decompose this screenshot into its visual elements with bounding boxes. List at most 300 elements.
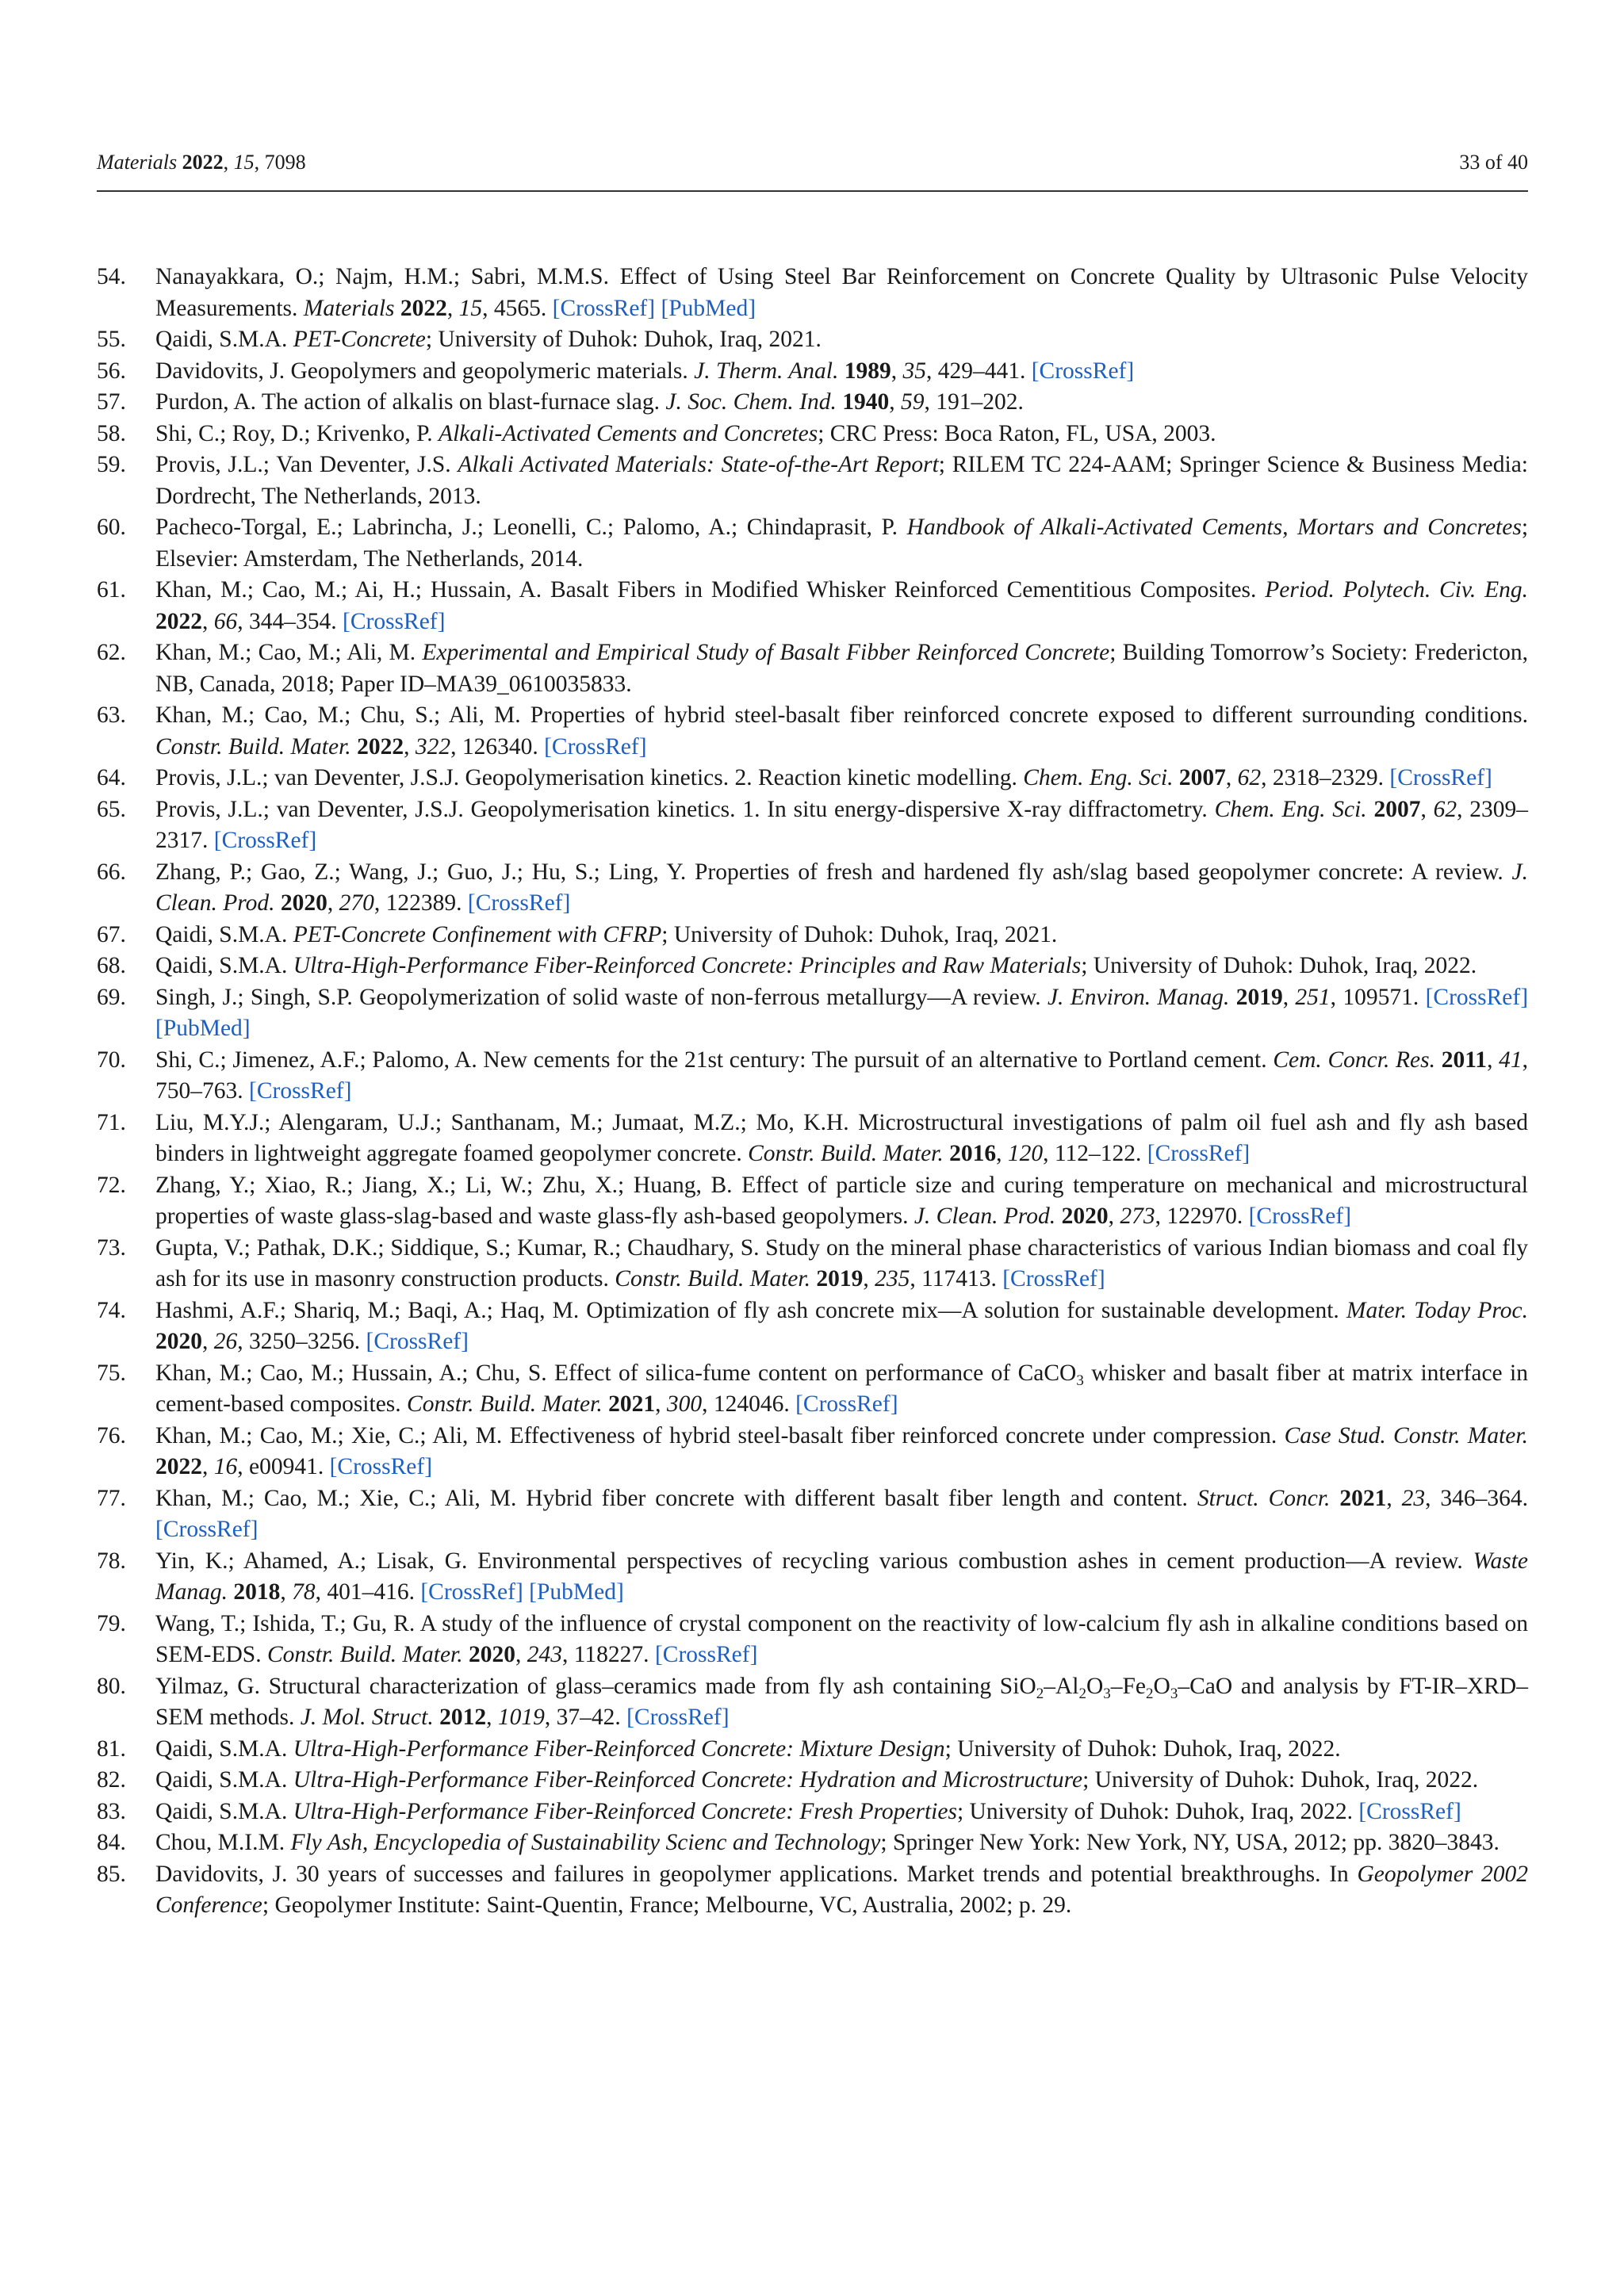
reference-text — [155, 1765, 1528, 1797]
bold-year: 1989 — [844, 358, 891, 384]
text-segment: ; University of Duhok: Duhok, Iraq, 2022. — [1082, 1767, 1479, 1793]
reference-number: 60. — [97, 515, 126, 540]
reference-text — [155, 982, 1528, 1045]
text-segment — [351, 734, 357, 760]
reference-text — [155, 1671, 1528, 1734]
text-segment — [1055, 1203, 1061, 1229]
italic-text: 235 — [875, 1266, 910, 1292]
text-segment: , 346–364. — [1425, 1485, 1529, 1511]
text-segment: , 118227. — [562, 1642, 655, 1667]
text-segment: , 750–763. — [155, 1047, 1529, 1104]
italic-text: Period. Polytech. Civ. Eng. — [1265, 577, 1528, 603]
reference-item — [97, 1671, 1528, 1734]
reference-text — [155, 1170, 1528, 1233]
bold-year: 2011 — [1441, 1047, 1488, 1073]
bold-year: 2022 — [357, 733, 404, 760]
text-segment — [275, 890, 281, 916]
crossref-link[interactable]: [CrossRef] — [249, 1078, 352, 1104]
text-segment: ; Building Tomorrow’s Society: Fredericton, NB, Canada, 2018; Paper ID–MA39_0610035833. — [155, 640, 1528, 697]
crossref-link[interactable]: [CrossRef] — [544, 733, 647, 760]
reference-item — [97, 512, 1528, 575]
reference-item — [97, 262, 1528, 324]
crossref-link[interactable]: [CrossRef] — [155, 1517, 259, 1542]
reference-text — [155, 637, 1528, 700]
bold-year: 2022 — [155, 1454, 202, 1479]
text-segment: ; CRC Press: Boca Raton, FL, USA, 2003. — [818, 420, 1216, 446]
text-segment: , 122389. — [373, 890, 468, 916]
reference-list — [97, 262, 1528, 1922]
text-segment: , — [202, 608, 214, 634]
bold-year: 2018 — [233, 1579, 281, 1605]
reference-number: 61. — [97, 577, 126, 603]
text-segment: Khan, M.; Cao, M.; Chu, S.; Ali, M. Properties of hybrid steel-basalt fiber reinforced concrete exposed to different surrounding conditions. — [155, 702, 1528, 728]
bold-year: 2021 — [608, 1391, 656, 1417]
reference-item — [97, 1358, 1528, 1421]
italic-text: Ultra-High-Performance Fiber-Reinforced Concrete: Fresh Properties — [293, 1798, 957, 1824]
italic-text: Ultra-High-Performance Fiber-Reinforced Concrete: Mixture Design — [293, 1735, 945, 1762]
italic-text: 270 — [339, 890, 374, 916]
reference-number: 55. — [97, 327, 126, 352]
text-segment: Singh, J.; Singh, S.P. Geopolymerization of solid waste of non-ferrous metallurgy—A review. — [155, 984, 1048, 1010]
reference-text — [155, 1421, 1528, 1483]
reference-item — [97, 1609, 1528, 1671]
reference-number: 58. — [97, 420, 126, 446]
text-segment: , 124046. — [702, 1391, 796, 1417]
italic-text: 120 — [1007, 1141, 1044, 1166]
text-segment: ; University of Duhok: Duhok, Iraq, 2021. — [661, 921, 1058, 947]
reference-text — [155, 387, 1528, 419]
bold-year: 2007 — [1178, 765, 1226, 790]
bold-year: 2019 — [1235, 984, 1283, 1010]
reference-text — [155, 1827, 1528, 1859]
text-segment: Chou, M.I.M. — [155, 1830, 291, 1855]
reference-number: 66. — [97, 859, 126, 885]
bold-year: 2022 — [155, 608, 202, 634]
subscript: 3 — [1076, 1372, 1084, 1389]
text-segment — [463, 1642, 469, 1667]
reference-text — [155, 1233, 1528, 1295]
italic-text: 16 — [213, 1454, 238, 1479]
text-segment — [838, 358, 844, 384]
text-segment: Zhang, Y.; Xiao, R.; Jiang, X.; Li, W.; Zhu, X.; Huang, B. Effect of particle size and curing temperature on mechanical and microstructural properties of waste glass-slag-based and waste glass-fly ash-based geopolymers. — [155, 1172, 1528, 1229]
reference-text — [155, 1797, 1528, 1828]
text-segment: , — [1487, 1047, 1500, 1073]
crossref-link[interactable]: [CrossRef] — [467, 890, 571, 916]
text-segment: ; RILEM TC 224-AAM; Springer Science & Business Media: Dordrecht, The Netherlands, 2013. — [155, 452, 1528, 509]
crossref-link[interactable]: [CrossRef] — [213, 828, 317, 853]
text-segment: , 401–416. — [315, 1579, 421, 1605]
reference-text — [155, 1295, 1528, 1358]
text-segment — [1229, 985, 1235, 1010]
italic-text: 251 — [1295, 984, 1331, 1010]
italic-text: 41 — [1499, 1047, 1522, 1073]
reference-text — [155, 920, 1528, 951]
text-segment: , 191–202. — [924, 389, 1024, 415]
text-segment: Pacheco-Torgal, E.; Labrincha, J.; Leonelli, C.; Palomo, A.; Chindaprasit, P. — [155, 515, 907, 540]
reference-item — [97, 637, 1528, 700]
text-segment: , 122970. — [1155, 1203, 1249, 1229]
reference-text — [155, 512, 1528, 575]
reference-text — [155, 575, 1528, 637]
reference-item — [97, 450, 1528, 512]
text-segment: Qaidi, S.M.A. — [155, 921, 293, 947]
crossref-link[interactable]: [CrossRef] — [420, 1579, 523, 1605]
italic-text: Geopolymer 2002 Conference — [155, 1861, 1528, 1918]
reference-text — [155, 1358, 1528, 1421]
text-segment: , — [1420, 796, 1434, 822]
reference-number: 78. — [97, 1548, 126, 1574]
reference-item — [97, 387, 1528, 419]
reference-number: 81. — [97, 1735, 126, 1762]
text-segment: , — [889, 389, 901, 415]
journal-year: 2022 — [182, 151, 224, 174]
italic-text: 78 — [292, 1579, 316, 1605]
crossref-link[interactable]: [CrossRef] — [1002, 1266, 1105, 1292]
journal-name: Materials — [97, 151, 178, 174]
bold-year: 2020 — [155, 1329, 202, 1354]
text-segment — [1435, 1047, 1442, 1073]
text-segment: , — [202, 1454, 214, 1479]
italic-text: Constr. Build. Mater. — [155, 733, 351, 760]
pubmed-link[interactable]: [PubMed] — [155, 1016, 251, 1041]
reference-number: 59. — [97, 452, 126, 477]
italic-text: Handbook of Alkali-Activated Cements, Mortars and Concretes — [906, 515, 1522, 540]
text-segment: ; Elsevier: Amsterdam, The Netherlands, 2014. — [155, 515, 1529, 572]
text-segment — [434, 1705, 439, 1730]
bold-year: 2019 — [816, 1266, 864, 1292]
italic-text: Mater. Today Proc. — [1346, 1297, 1528, 1323]
text-segment: Shi, C.; Roy, D.; Krivenko, P. — [155, 420, 439, 446]
reference-text — [155, 794, 1528, 857]
reference-item — [97, 794, 1528, 857]
text-segment: , — [655, 1391, 667, 1417]
text-segment: Qaidi, S.M.A. — [155, 1735, 293, 1762]
reference-item — [97, 1170, 1528, 1233]
text-segment: , 117413. — [910, 1266, 1003, 1292]
text-segment — [395, 296, 400, 321]
italic-text: Struct. Concr. — [1197, 1485, 1331, 1511]
subscript: 2 — [1146, 1685, 1154, 1702]
reference-text — [155, 324, 1528, 356]
reference-text — [155, 1546, 1528, 1609]
reference-item — [97, 700, 1528, 763]
text-segment: , — [486, 1705, 498, 1730]
italic-text: 26 — [213, 1329, 238, 1354]
italic-text: 300 — [666, 1391, 703, 1417]
reference-number: 67. — [97, 921, 126, 947]
pubmed-link[interactable]: [PubMed] — [529, 1579, 624, 1605]
reference-item — [97, 1734, 1528, 1766]
italic-text: Constr. Build. Mater. — [748, 1141, 944, 1166]
reference-item — [97, 857, 1528, 920]
bold-year: 2016 — [949, 1141, 997, 1166]
reference-number: 80. — [97, 1673, 126, 1699]
reference-item — [97, 1421, 1528, 1483]
text-segment: Khan, M.; Cao, M.; Ai, H.; Hussain, A. Basalt Fibers in Modified Whisker Reinforced Cementitious Composites. — [155, 577, 1266, 603]
text-segment: , — [863, 1266, 875, 1292]
text-segment: , — [1108, 1203, 1120, 1229]
reference-number: 75. — [97, 1360, 126, 1386]
reference-text — [155, 700, 1528, 763]
text-segment: –CaO and analysis by FT-IR–XRD–SEM methods. — [155, 1673, 1528, 1730]
crossref-link[interactable]: [CrossRef] — [626, 1705, 730, 1730]
text-segment: Hashmi, A.F.; Shariq, M.; Baqi, A.; Haq, M. Optimization of fly ash concrete mix—A solution for sustainable development. — [155, 1297, 1346, 1323]
text-segment: , 3250–3256. — [237, 1329, 366, 1354]
reference-number: 84. — [97, 1830, 126, 1855]
crossref-link[interactable]: [CrossRef] — [795, 1391, 898, 1417]
text-segment: Nanayakkara, O.; Najm, H.M.; Sabri, M.M.S. Effect of Using Steel Bar Reinforcement on Concrete Quality by Ultrasonic Pulse Velocity Measurements. — [155, 264, 1528, 321]
bold-year: 2012 — [439, 1705, 487, 1730]
text-segment: , 429–441. — [925, 358, 1032, 384]
text-segment: –Fe — [1110, 1673, 1147, 1699]
reference-number: 70. — [97, 1047, 126, 1073]
text-segment: , — [404, 733, 416, 760]
text-segment: , 112–122. — [1043, 1141, 1147, 1166]
text-segment: Khan, M.; Cao, M.; Ali, M. — [155, 640, 423, 665]
italic-text: Alkali Activated Materials: State-of-the-Art Report — [458, 452, 939, 477]
italic-text: 322 — [415, 733, 451, 760]
text-segment: , e00941. — [237, 1454, 330, 1479]
italic-text: 1019 — [497, 1705, 545, 1730]
italic-text: 66 — [213, 608, 238, 634]
text-segment: Gupta, V.; Pathak, D.K.; Siddique, S.; Kumar, R.; Chaudhary, S. Study on the mineral phase characteristics of various Indian biomass and coal fly ash for its use in masonry construction products. — [155, 1234, 1528, 1292]
crossref-link[interactable]: [CrossRef] — [329, 1454, 433, 1479]
text-segment: Purdon, A. The action of alkalis on blast-furnace slag. — [155, 389, 666, 415]
crossref-link[interactable]: [CrossRef] — [1358, 1798, 1461, 1824]
reference-item — [97, 920, 1528, 951]
text-segment: ; Geopolymer Institute: Saint-Quentin, France; Melbourne, VC, Australia, 2002; p. 29. — [262, 1892, 1072, 1918]
text-segment: , — [202, 1329, 214, 1354]
reference-number: 71. — [97, 1109, 126, 1135]
reference-text — [155, 356, 1528, 388]
crossref-link[interactable]: [CrossRef] — [1389, 765, 1492, 790]
reference-number: 68. — [97, 953, 126, 978]
italic-text: Ultra-High-Performance Fiber-Reinforced Concrete: Principles and Raw Materials — [293, 953, 1082, 978]
text-segment: O — [1153, 1673, 1170, 1699]
crossref-link[interactable]: [CrossRef] — [1425, 984, 1529, 1010]
crossref-link[interactable]: [CrossRef] — [343, 608, 446, 634]
text-segment: , — [1386, 1485, 1402, 1511]
italic-text: J. Clean. Prod. — [155, 859, 1528, 916]
text-segment: Provis, J.L.; van Deventer, J.S.J. Geopolymerisation kinetics. 2. Reaction kinetic modelling. — [155, 765, 1024, 790]
reference-item — [97, 1295, 1528, 1358]
reference-text — [155, 450, 1528, 512]
reference-item — [97, 356, 1528, 388]
crossref-link[interactable]: [CrossRef] — [552, 295, 656, 321]
reference-number: 54. — [97, 264, 126, 289]
reference-number: 62. — [97, 640, 126, 665]
italic-text: J. Environ. Manag. — [1047, 984, 1230, 1010]
reference-number: 85. — [97, 1861, 126, 1887]
text-segment: O — [1086, 1673, 1104, 1699]
reference-text — [155, 1108, 1528, 1170]
reference-number: 63. — [97, 702, 126, 728]
text-segment: ; University of Duhok: Duhok, Iraq, 2022. — [1081, 953, 1477, 978]
italic-text: Constr. Build. Mater. — [615, 1266, 810, 1292]
text-segment: Qaidi, S.M.A. — [155, 953, 293, 978]
article-number: 7098 — [264, 151, 306, 174]
reference-item — [97, 1045, 1528, 1108]
text-segment: Provis, J.L.; van Deventer, J.S.J. Geopolymerisation kinetics. 1. In situ energy-dispersive X-ray diffractometry. — [155, 796, 1215, 822]
italic-text: Experimental and Empirical Study of Basalt Fibber Reinforced Concrete — [422, 640, 1110, 665]
reference-text — [155, 1483, 1528, 1546]
reference-number: 74. — [97, 1297, 126, 1323]
crossref-link[interactable]: [CrossRef] — [1031, 358, 1135, 384]
italic-text: 15 — [458, 295, 483, 321]
pubmed-link[interactable]: [PubMed] — [661, 295, 756, 321]
crossref-link[interactable]: [CrossRef] — [1147, 1141, 1251, 1166]
text-segment: , — [327, 890, 339, 916]
reference-item — [97, 1233, 1528, 1295]
text-segment: Qaidi, S.M.A. — [155, 327, 293, 352]
text-segment: Liu, M.Y.J.; Alengaram, U.J.; Santhanam, M.; Jumaat, M.Z.; Mo, K.H. Microstructural investigations of palm oil fuel ash and fly ash based binders in lightweight aggregate foamed geopolymer concrete. — [155, 1109, 1528, 1166]
reference-number: 76. — [97, 1422, 126, 1448]
reference-number: 72. — [97, 1172, 126, 1198]
italic-text: J. Clean. Prod. — [914, 1203, 1056, 1229]
text-segment: whisker and basalt fiber at matrix interface in cement-based composites. — [155, 1360, 1528, 1417]
subscript: 2 — [1036, 1685, 1044, 1702]
bold-year: 1940 — [842, 389, 890, 415]
text-segment: , — [280, 1579, 293, 1605]
subscript: 2 — [1078, 1685, 1086, 1702]
reference-number: 65. — [97, 796, 126, 822]
text-segment: Davidovits, J. 30 years of successes and failures in geopolymer applications. Market trends and potential breakthroughs. In — [155, 1861, 1358, 1887]
text-segment: Khan, M.; Cao, M.; Hussain, A.; Chu, S. Effect of silica-fume content on performance of CaCO — [155, 1360, 1077, 1386]
bold-year: 2022 — [400, 295, 447, 321]
text-segment: ; University of Duhok: Duhok, Iraq, 2022. — [956, 1798, 1359, 1824]
reference-item — [97, 1797, 1528, 1828]
italic-text: Alkali-Activated Cements and Concretes — [439, 420, 818, 446]
text-segment: , — [515, 1642, 527, 1667]
bold-year: 2021 — [1339, 1485, 1387, 1511]
italic-text: J. Mol. Struct. — [300, 1705, 434, 1730]
reference-text — [155, 262, 1528, 324]
text-segment: , 4565. — [482, 295, 553, 321]
crossref-link[interactable]: [CrossRef] — [366, 1329, 469, 1354]
subscript: 3 — [1103, 1685, 1111, 1702]
italic-text: Waste Manag. — [155, 1548, 1528, 1605]
reference-item — [97, 1859, 1528, 1922]
reference-item — [97, 1546, 1528, 1609]
reference-text — [155, 1045, 1528, 1108]
crossref-link[interactable]: [CrossRef] — [1248, 1203, 1352, 1229]
reference-item — [97, 1108, 1528, 1170]
reference-item — [97, 1483, 1528, 1546]
reference-number: 57. — [97, 389, 126, 415]
reference-item — [97, 763, 1528, 794]
text-segment — [1174, 765, 1179, 790]
bold-year: 2007 — [1373, 796, 1421, 822]
italic-text: 62 — [1237, 765, 1262, 790]
text-segment: Qaidi, S.M.A. — [155, 1767, 293, 1793]
reference-number: 56. — [97, 358, 126, 384]
italic-text: 273 — [1120, 1203, 1155, 1229]
text-segment: , — [996, 1141, 1008, 1166]
text-segment: , 37–42. — [544, 1705, 627, 1730]
citation-line: Materials 2022, 15, 7098 — [97, 151, 306, 174]
text-segment: Provis, J.L.; Van Deventer, J.S. — [155, 452, 458, 477]
reference-text — [155, 419, 1528, 450]
text-segment — [603, 1391, 608, 1417]
italic-text: PET-Concrete Confinement with CFRP — [293, 921, 662, 947]
reference-text — [155, 1609, 1528, 1671]
italic-text: Case Stud. Constr. Mater. — [1284, 1422, 1528, 1448]
italic-text: 59 — [900, 389, 925, 415]
italic-text: Cem. Concr. Res. — [1273, 1047, 1435, 1073]
text-segment: ; University of Duhok: Duhok, Iraq, 2021. — [425, 327, 822, 352]
reference-text — [155, 1859, 1528, 1922]
text-segment: Zhang, P.; Gao, Z.; Wang, J.; Guo, J.; Hu, S.; Ling, Y. Properties of fresh and hardened fly ash/slag based geopolymer concrete: A review. — [155, 859, 1512, 885]
text-segment: ; University of Duhok: Duhok, Iraq, 2022. — [944, 1735, 1341, 1762]
text-segment: , — [891, 358, 903, 384]
reference-item — [97, 419, 1528, 450]
text-segment: Shi, C.; Jimenez, A.F.; Palomo, A. New cements for the 21st century: The pursuit of an alternative to Portland cement. — [155, 1047, 1274, 1073]
text-segment: , — [1225, 765, 1238, 790]
italic-text: Chem. Eng. Sci. — [1214, 796, 1367, 822]
italic-text: J. Therm. Anal. — [694, 358, 839, 384]
reference-number: 79. — [97, 1610, 126, 1636]
reference-item — [97, 1765, 1528, 1797]
bold-year: 2020 — [280, 890, 327, 916]
text-segment — [1330, 1486, 1339, 1511]
reference-text — [155, 857, 1528, 920]
text-segment: , — [1282, 984, 1296, 1010]
reference-number: 83. — [97, 1798, 126, 1824]
text-segment: , 2318–2329. — [1261, 765, 1390, 790]
text-segment: , 2309–2317. — [155, 796, 1528, 853]
reference-item — [97, 324, 1528, 356]
text-segment: Davidovits, J. Geopolymers and geopolymeric materials. — [155, 358, 695, 384]
bold-year: 2020 — [1061, 1203, 1109, 1229]
text-segment: Wang, T.; Ishida, T.; Gu, R. A study of the influence of crystal component on the reactivity of low-calcium fly ash in alkaline conditions based on SEM-EDS. — [155, 1610, 1528, 1667]
italic-text: Chem. Eng. Sci. — [1023, 765, 1174, 790]
header-rule — [97, 190, 1528, 192]
italic-text: PET-Concrete — [293, 327, 426, 352]
italic-text: Constr. Build. Mater. — [266, 1642, 463, 1667]
text-segment: , 109571. — [1330, 984, 1426, 1010]
journal-volume: 15 — [233, 151, 255, 174]
reference-item — [97, 951, 1528, 982]
text-segment: , — [446, 295, 459, 321]
italic-text: Materials — [303, 295, 395, 321]
italic-text: J. Soc. Chem. Ind. — [665, 389, 837, 415]
text-segment: ; Springer New York: New York, NY, USA, 2012; pp. 3820–3843. — [880, 1830, 1500, 1855]
italic-text: 35 — [902, 358, 926, 384]
reference-item — [97, 982, 1528, 1045]
reference-text — [155, 1734, 1528, 1766]
italic-text: Ultra-High-Performance Fiber-Reinforced Concrete: Hydration and Microstructure — [293, 1767, 1083, 1793]
reference-number: 64. — [97, 765, 126, 790]
text-segment: Yin, K.; Ahamed, A.; Lisak, G. Environmental perspectives of recycling various combustion ashes in cement production—A review. — [155, 1548, 1473, 1574]
reference-item — [97, 575, 1528, 637]
text-segment: Khan, M.; Cao, M.; Xie, C.; Ali, M. Hybrid fiber concrete with different basalt fiber length and content. — [155, 1485, 1197, 1511]
page-header — [97, 149, 1528, 176]
italic-text: Constr. Build. Mater. — [407, 1391, 603, 1417]
reference-text — [155, 763, 1528, 794]
reference-number: 77. — [97, 1485, 126, 1511]
text-segment: Yilmaz, G. Structural characterization of glass–ceramics made from fly ash containing SiO — [155, 1673, 1036, 1699]
italic-text: Fly Ash, Encyclopedia of Sustainability Scienc and Technology — [290, 1830, 881, 1855]
subscript: 3 — [1170, 1685, 1178, 1702]
crossref-link[interactable]: [CrossRef] — [654, 1642, 758, 1667]
reference-number: 73. — [97, 1234, 126, 1261]
reference-text — [155, 951, 1528, 982]
text-segment: , 344–354. — [237, 608, 343, 634]
reference-number: 69. — [97, 984, 126, 1010]
text-segment: –Al — [1044, 1673, 1079, 1699]
italic-text: 23 — [1401, 1485, 1426, 1511]
reference-item — [97, 1827, 1528, 1859]
